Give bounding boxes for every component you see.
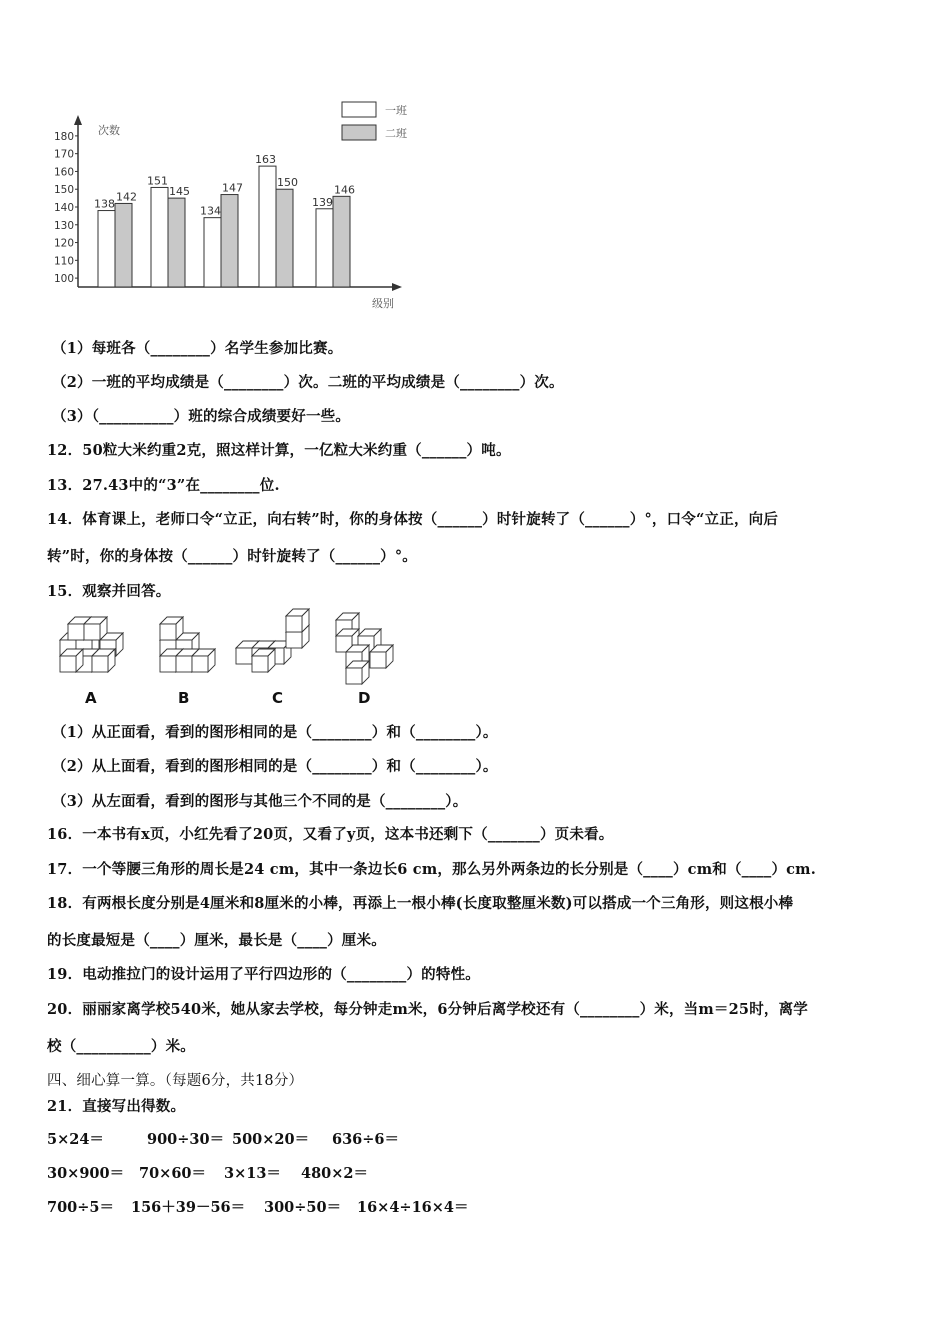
calc-item: 480×2＝ (301, 1165, 369, 1182)
q11-part2: （2）一班的平均成绩是（________）次。二班的平均成绩是（________）次。 (52, 374, 564, 391)
legend-label-class2: 二班 (385, 127, 407, 140)
cube-front-face (370, 652, 386, 668)
y-tick-label: 170 (53, 148, 74, 161)
x-axis-arrow (392, 283, 402, 291)
q15-part2: （2）从上面看，看到的图形相同的是（________）和（________）。 (52, 758, 498, 775)
bar-value-label: 134 (200, 204, 221, 218)
calc-row-2 (47, 1162, 368, 1183)
y-tick-label: 150 (53, 184, 74, 197)
question-13: 13．27.43中的“3”在________位. (47, 477, 280, 494)
q11-part1: （1）每班各（________）名学生参加比赛。 (52, 340, 343, 357)
y-tick-label: 140 (53, 202, 74, 214)
legend-swatch-class2 (342, 125, 376, 140)
calc-item: 30×900＝ (47, 1165, 125, 1182)
bar-class1 (98, 211, 115, 287)
question-18-line2: 的长度最短是（____）厘米，最长是（____）厘米。 (47, 932, 386, 949)
bar-class2 (115, 203, 132, 287)
bar-class1 (316, 209, 333, 287)
cube-front-face (84, 624, 100, 640)
q15-part1: （1）从正面看，看到的图形相同的是（________）和（________）。 (52, 724, 498, 741)
cube-front-face (60, 656, 76, 672)
y-tick-label: 120 (53, 237, 74, 250)
section-4-heading: 四、细心算一算。（每题6分，共18分） (47, 1073, 304, 1089)
bar-class2 (168, 198, 185, 287)
bar-value-label: 142 (116, 190, 137, 204)
cube-figure-label: B (178, 689, 190, 707)
calc-row-1 (47, 1128, 399, 1149)
bar-value-label: 163 (255, 153, 276, 167)
bar-class1 (151, 187, 168, 287)
question-14-line2: 转”时，你的身体按（______）时针旋转了（______）°。 (47, 548, 417, 565)
cube-front-face (68, 624, 84, 640)
calc-item: 156＋39－56＝ (131, 1199, 246, 1216)
bar-value-label: 146 (334, 183, 355, 197)
calc-item: 3×13＝ (224, 1165, 281, 1182)
cube-figures (40, 600, 420, 710)
question-18-line1: 18．有两根长度分别是4厘米和8厘米的小棒，再添上一根小棒(长度取整厘米数)可以搭成一个三角形，则这根小棒 (47, 895, 794, 912)
q15-part3: （3）从左面看，看到的图形与其他三个不同的是（________）。 (52, 793, 468, 810)
cube-front-face (286, 632, 302, 648)
calc-item: 700÷5＝ (47, 1199, 115, 1216)
cube-front-face (176, 656, 192, 672)
bar-value-label: 145 (169, 185, 190, 199)
bar-class1 (204, 218, 221, 287)
calc-row-3 (47, 1196, 468, 1217)
cube-front-face (236, 648, 252, 664)
cube-figure-label: C (272, 689, 284, 707)
cube-front-face (160, 656, 176, 672)
cube-front-face (286, 616, 302, 632)
q11-part3: （3）（__________）班的综合成绩要好一些。 (52, 408, 351, 425)
question-17: 17．一个等腰三角形的周长是24 cm，其中一条边长6 cm，那么另外两条边的长分别是（____）cm和（____）cm. (47, 861, 816, 878)
cube-front-face (252, 656, 268, 672)
y-axis-label: 次数 (98, 124, 120, 137)
cube-figure-label: A (85, 689, 97, 707)
question-21: 21．直接写出得数。 (47, 1098, 186, 1115)
bar-class2 (333, 196, 350, 287)
bar-value-label: 150 (277, 176, 298, 190)
bar-value-label: 139 (312, 195, 333, 209)
calc-item: 300÷50＝ (264, 1199, 342, 1216)
bar-value-label: 151 (147, 174, 168, 188)
cube-figure-label: D (358, 689, 371, 707)
question-16: 16．一本书有x页，小红先看了20页，又看了y页，这本书还剩下（_______）页未看。 (47, 826, 614, 843)
bar-value-label: 138 (94, 197, 115, 211)
bar-chart (40, 92, 420, 322)
y-tick-label: 100 (53, 273, 74, 286)
question-19: 19．电动推拉门的设计运用了平行四边形的（________）的特性。 (47, 966, 480, 983)
y-tick-label: 160 (53, 166, 74, 179)
y-tick-label: 110 (53, 255, 74, 268)
question-12: 12．50粒大米约重2克，照这样计算，一亿粒大米约重（______）吨。 (47, 442, 511, 459)
y-axis-arrow (74, 115, 82, 125)
calc-item: 636÷6＝ (332, 1131, 400, 1148)
question-20-line1: 20．丽丽家离学校540米，她从家去学校，每分钟走m米，6分钟后离学校还有（________）米，当m＝25时，离学 (47, 1001, 808, 1018)
calc-item: 900÷30＝ (147, 1131, 225, 1148)
bar-class2 (276, 189, 293, 287)
question-15: 15．观察并回答。 (47, 583, 171, 600)
question-20-line2: 校（__________）米。 (47, 1038, 195, 1055)
question-14-line1: 14．体育课上，老师口令“立正，向右转”时，你的身体按（______）时针旋转了（______）°，口令“立正，向后 (47, 511, 779, 528)
y-tick-label: 130 (53, 219, 74, 232)
bar-class1 (259, 166, 276, 287)
cube-front-face (346, 668, 362, 684)
x-axis-label: 级别 (372, 297, 394, 310)
bar-value-label: 147 (222, 181, 243, 195)
y-tick-label: 180 (53, 130, 74, 143)
cube-front-face (192, 656, 208, 672)
calc-item: 16×4÷16×4＝ (357, 1199, 469, 1216)
calc-item: 70×60＝ (139, 1165, 207, 1182)
calc-item: 5×24＝ (47, 1131, 104, 1148)
legend-swatch-class1 (342, 102, 376, 117)
cube-front-face (160, 624, 176, 640)
calc-item: 500×20＝ (232, 1131, 310, 1148)
cube-front-face (92, 656, 108, 672)
legend-label-class1: 一班 (385, 104, 407, 117)
bar-class2 (221, 195, 238, 287)
